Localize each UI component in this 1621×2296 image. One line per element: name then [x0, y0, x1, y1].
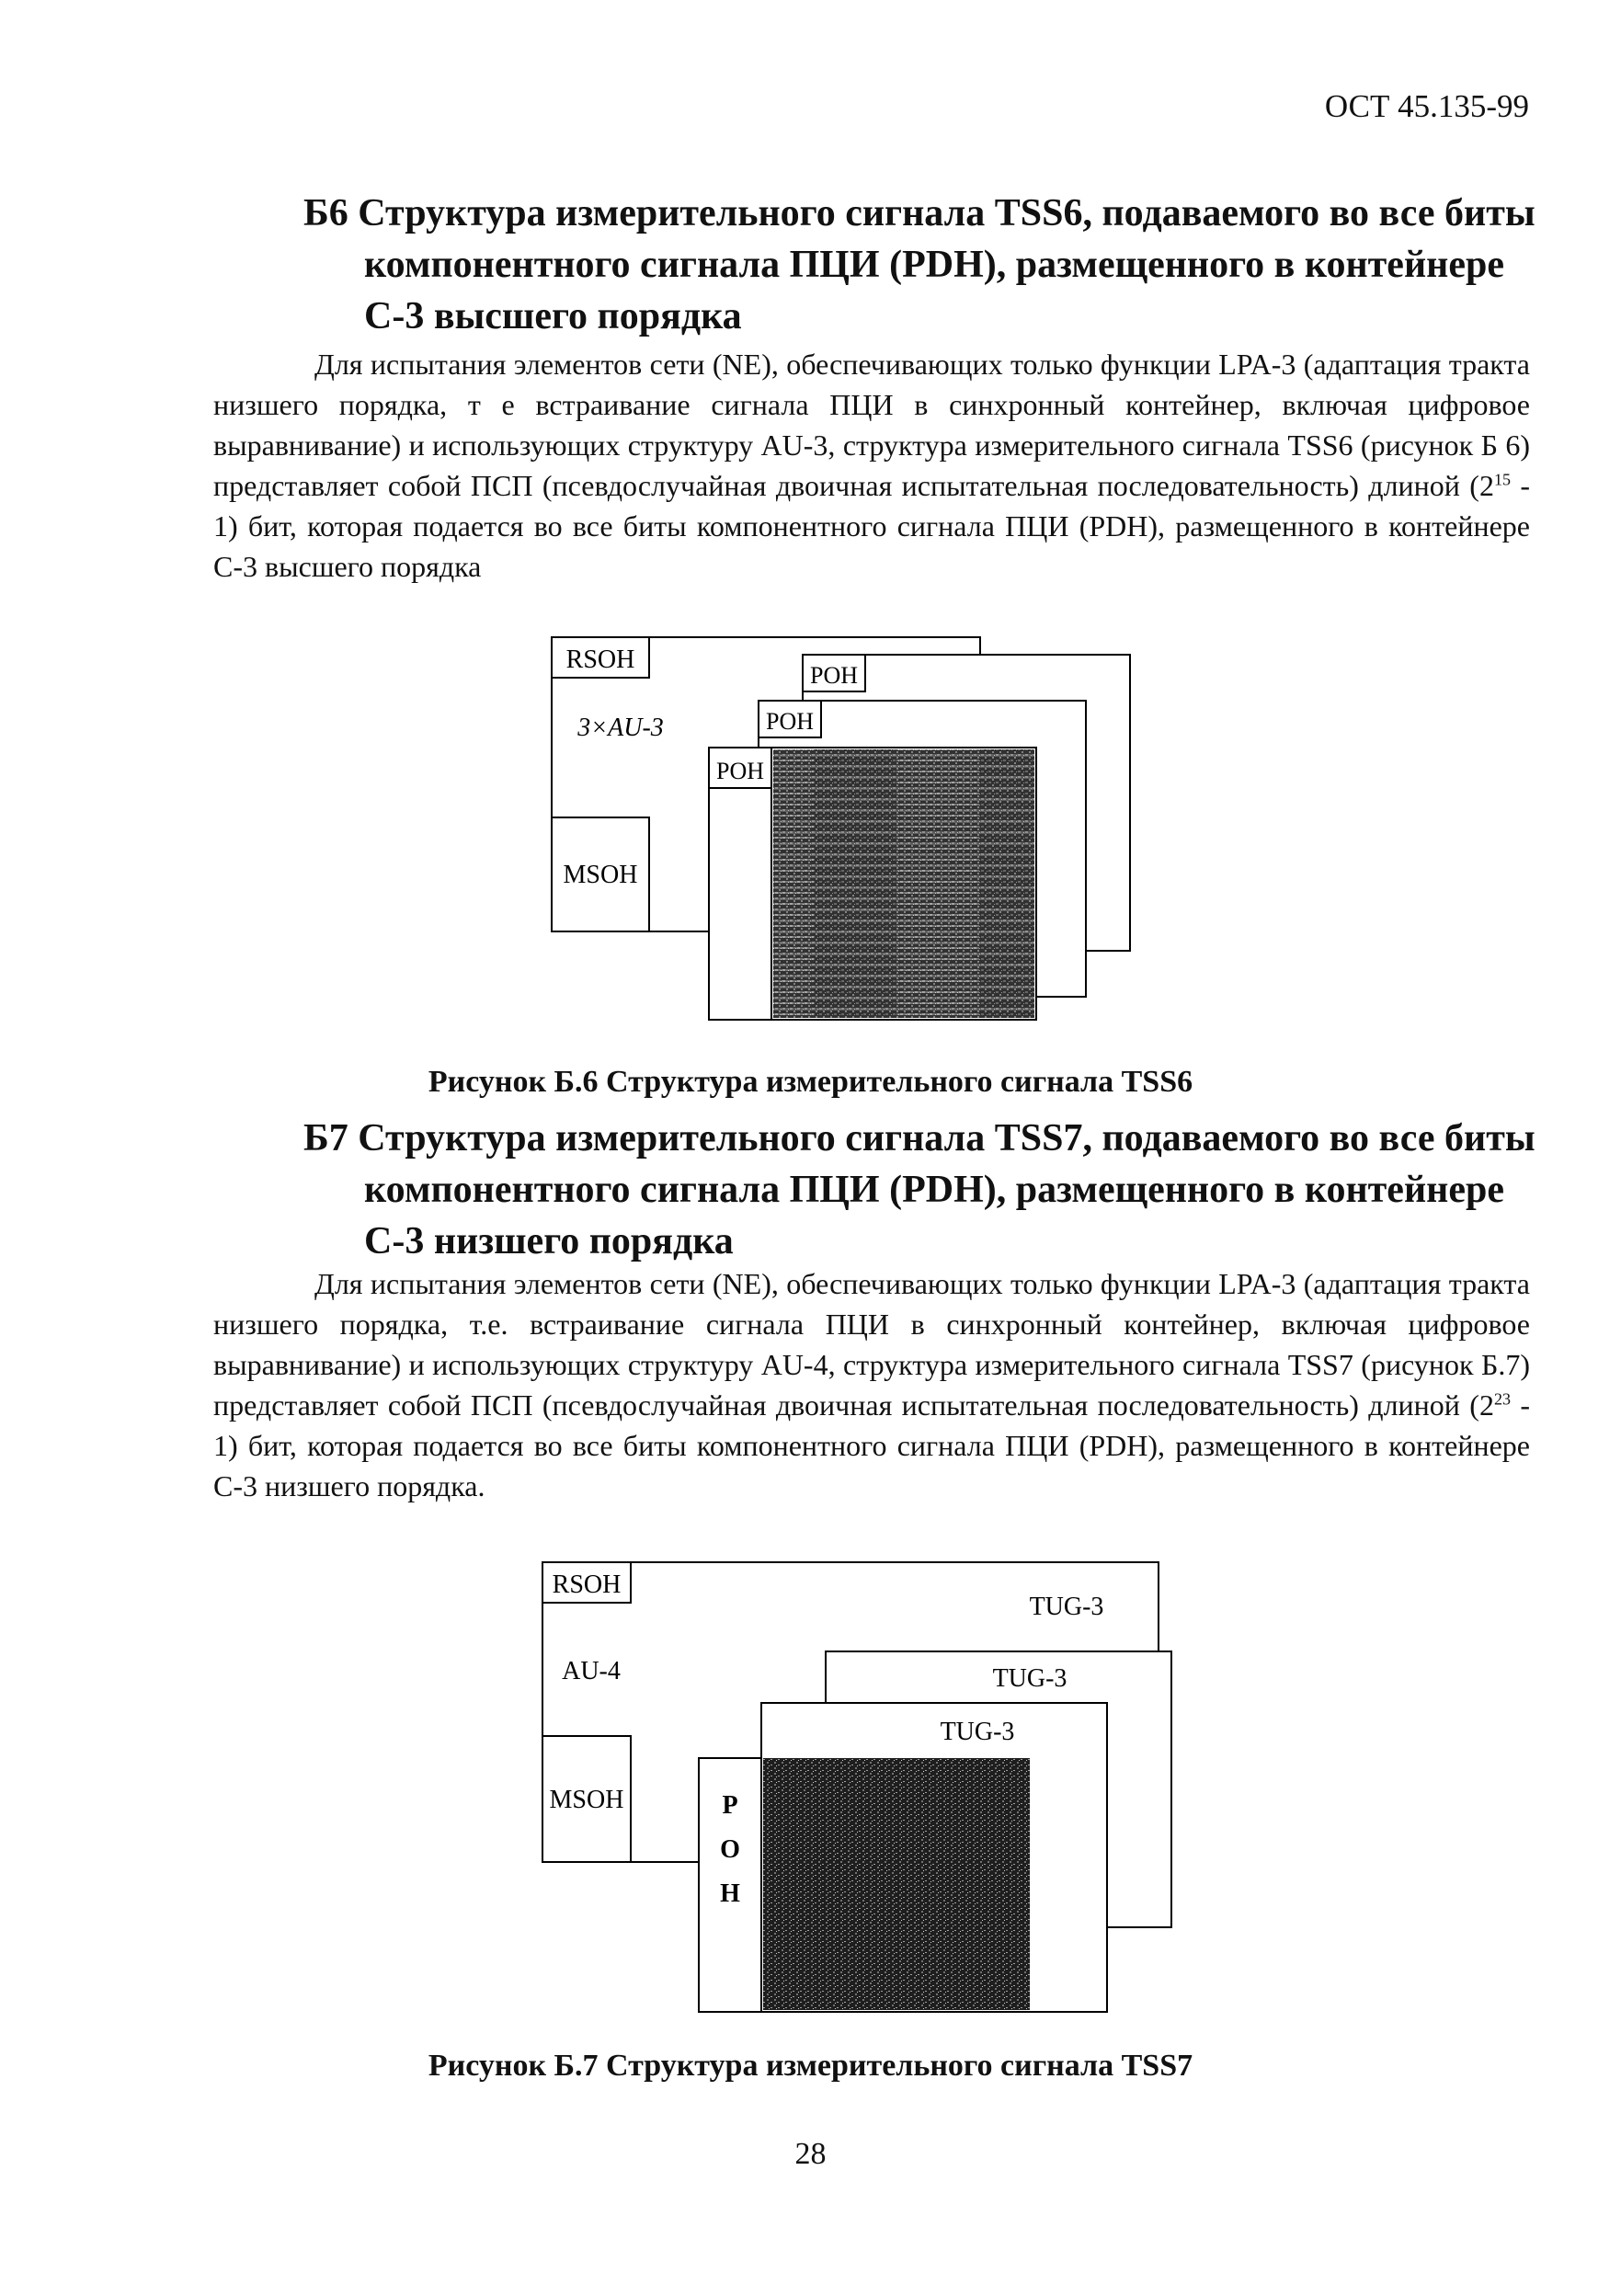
- section-b6-exponent: 15: [1493, 470, 1511, 489]
- b6-msoh-label: MSOH: [563, 861, 638, 889]
- section-b7-paragraph-text-2: - 1) бит, которая подается во все биты компонентного сигнала ПЦИ (PDH), размещенного в контейнере С-3 низшего порядка.: [213, 1388, 1531, 1502]
- section-b7-title-line-3: С-3 низшего порядка: [364, 1220, 734, 1262]
- section-b7-title: [303, 1113, 1535, 1267]
- document-code: ОСТ 45.135-99: [1324, 88, 1529, 124]
- section-b7-exponent: 23: [1493, 1389, 1511, 1409]
- b7-au-label: AU-4: [562, 1657, 621, 1685]
- figure-b6: [547, 633, 1136, 1028]
- b7-rsoh-label: RSOH: [552, 1571, 622, 1599]
- b6-poh-label-middle: POH: [765, 708, 815, 735]
- b7-poh-letter-2: O: [720, 1835, 740, 1864]
- b7-poh-letter-3: H: [720, 1879, 740, 1908]
- section-b7-title-line-1: Б7 Структура измерительного сигнала TSS7, подаваемого во все биты: [303, 1117, 1535, 1159]
- b6-poh-label-front: POH: [715, 758, 765, 784]
- section-b6-paragraph: [213, 344, 1530, 587]
- figure-b7-caption: Рисунок Б.7 Структура измерительного сигнала TSS7: [428, 2049, 1193, 2083]
- b7-tug-label-back: TUG-3: [1029, 1593, 1104, 1621]
- b6-au-label: 3×AU-3: [577, 714, 664, 742]
- section-b7-paragraph-text-1: Для испытания элементов сети (NE), обеспечивающих только функции LPA-3 (адаптация тракта низшего порядка, т.е. встраивание сигнала ПЦИ в синхронный контейнер, включая цифровое выравнивание) и использующих структуру AU-4, структура измерительного сигнала TSS7 (рисунок Б.7) представляет собой ПСП (псевдослучайная двоичная испытательная последовательность) длиной (2: [213, 1267, 1530, 1422]
- section-b7-title-line-2: компонентного сигнала ПЦИ (PDH), размещенного в контейнере: [364, 1169, 1504, 1211]
- page-number: 28: [794, 2137, 827, 2171]
- figure-b7: [538, 1558, 1182, 2017]
- figure-b6-caption: Рисунок Б.6 Структура измерительного сигнала TSS6: [428, 1065, 1193, 1099]
- b7-tug-label-middle: TUG-3: [992, 1664, 1067, 1693]
- b6-rsoh-label: RSOH: [565, 645, 635, 674]
- b6-poh-label-back: POH: [809, 662, 859, 689]
- section-b6-title-line-2: компонентного сигнала ПЦИ (PDH), размещенного в контейнере: [364, 244, 1504, 286]
- section-b7-paragraph: [213, 1263, 1530, 1506]
- b7-msoh-label: MSOH: [549, 1786, 624, 1814]
- section-b6-paragraph-text-2: - 1) бит, которая подается во все биты компонентного сигнала ПЦИ (PDH), размещенного в контейнере С-3 высшего порядка: [213, 469, 1531, 583]
- section-b6-title-line-1: Б6 Структура измерительного сигнала TSS6, подаваемого во все биты: [303, 192, 1535, 234]
- section-b6-title-line-3: С-3 высшего порядка: [364, 295, 742, 337]
- b7-tug-label-front: TUG-3: [940, 1718, 1015, 1746]
- figure-b6-diagram: [547, 633, 1136, 1028]
- b7-poh-letter-1: P: [722, 1791, 738, 1820]
- section-b6-title: [303, 188, 1535, 342]
- figure-b7-diagram: [538, 1558, 1182, 2017]
- b7-payload: [763, 1758, 1030, 2010]
- section-b6-paragraph-text-1: Для испытания элементов сети (NE), обеспечивающих только функции LPA-3 (адаптация тракта низшего порядка, т е встраивание сигнала ПЦИ в синхронный контейнер, включая цифровое выравнивание) и использующих структуру AU-3, структура измерительного сигнала TSS6 (рисунок Б 6) представляет собой ПСП (псевдослучайная двоичная испытательная последовательность) длиной (2: [213, 348, 1530, 502]
